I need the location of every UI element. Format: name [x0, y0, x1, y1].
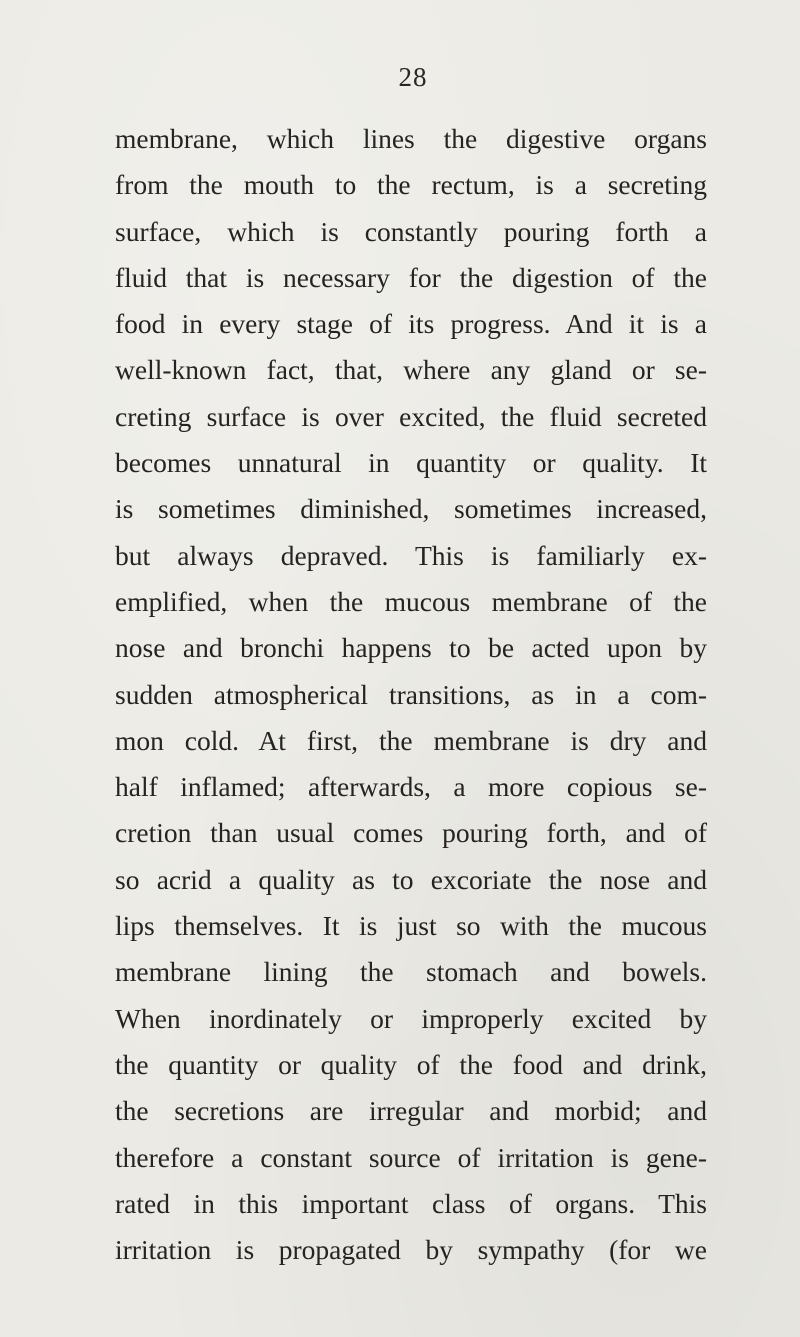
text-line: irritation is propagated by sympathy (for we — [115, 1234, 707, 1266]
text-line: food in every stage of its progress. And it is a — [115, 308, 707, 340]
text-line: the quantity or quality of the food and drink, — [115, 1048, 707, 1080]
text-line: membrane, which lines the digestive organs — [115, 123, 707, 154]
text-line: When inordinately or improperly excited by — [115, 1002, 707, 1034]
text-line: from the mouth to the rectum, is a secreting — [115, 169, 707, 201]
text-line: nose and bronchi happens to be acted upon by — [115, 632, 707, 664]
body-text — [115, 116, 707, 1273]
text-line: cretion than usual comes pouring forth, and of — [115, 817, 707, 849]
text-line: is sometimes diminished, sometimes increased, — [115, 493, 707, 525]
text-line: fluid that is necessary for the digestion of the — [115, 261, 707, 293]
text-line: membrane lining the stomach and bowels. — [115, 956, 707, 988]
text-line: therefore a constant source of irritation is gene- — [115, 1141, 707, 1173]
text-line: the secretions are irregular and morbid; and — [115, 1095, 707, 1127]
text-line: mon cold. At first, the membrane is dry and — [115, 724, 707, 756]
text-line: sudden atmospherical transitions, as in a com- — [115, 678, 707, 710]
page-number: 28 — [398, 62, 428, 92]
text-line: surface, which is constantly pouring forth a — [115, 215, 707, 247]
text-line: becomes unnatural in quantity or quality. It — [115, 447, 707, 479]
text-line: emplified, when the mucous membrane of the — [115, 585, 707, 617]
text-line: so acrid a quality as to excoriate the nose and — [115, 863, 707, 895]
text-line: creting surface is over excited, the fluid secreted — [115, 400, 707, 432]
text-line: lips themselves. It is just so with the mucous — [115, 910, 707, 942]
text-line: but always depraved. This is familiarly ex- — [115, 539, 707, 571]
text-line: rated in this important class of organs. This — [115, 1187, 707, 1219]
text-line: well-known fact, that, where any gland or se- — [115, 354, 707, 386]
text-line: half inflamed; afterwards, a more copious se- — [115, 771, 707, 803]
